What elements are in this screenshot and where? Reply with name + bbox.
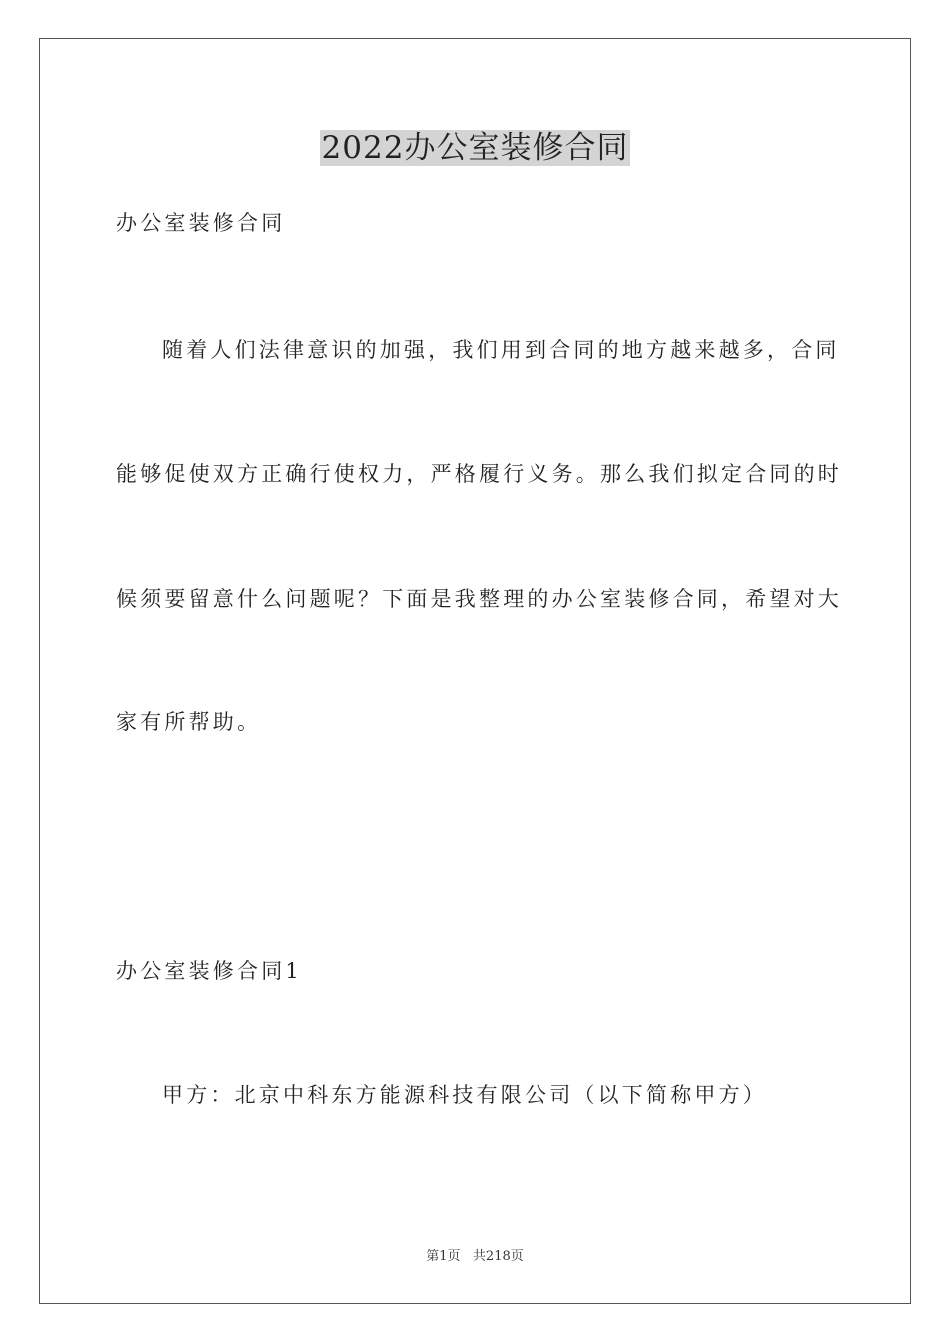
intro-line-4: 家有所帮助。 — [116, 710, 262, 734]
intro-line-1: 随着人们法律意识的加强，我们用到合同的地方越来越多，合同 — [162, 338, 840, 362]
document-subtitle: 办公室装修合同 — [116, 211, 286, 235]
party-a-line: 甲方：北京中科东方能源科技有限公司（以下简称甲方） — [162, 1083, 767, 1107]
intro-line-2: 能够促使双方正确行使权力，严格履行义务。那么我们拟定合同的时 — [116, 462, 842, 486]
section-heading: 办公室装修合同1 — [116, 959, 302, 983]
document-title — [0, 126, 950, 170]
intro-line-3: 候须要留意什么问题呢？下面是我整理的办公室装修合同，希望对大 — [116, 587, 842, 611]
page-footer: 第1页 共218页 — [426, 1249, 524, 1264]
document-title-text: 2022办公室装修合同 — [321, 130, 629, 166]
